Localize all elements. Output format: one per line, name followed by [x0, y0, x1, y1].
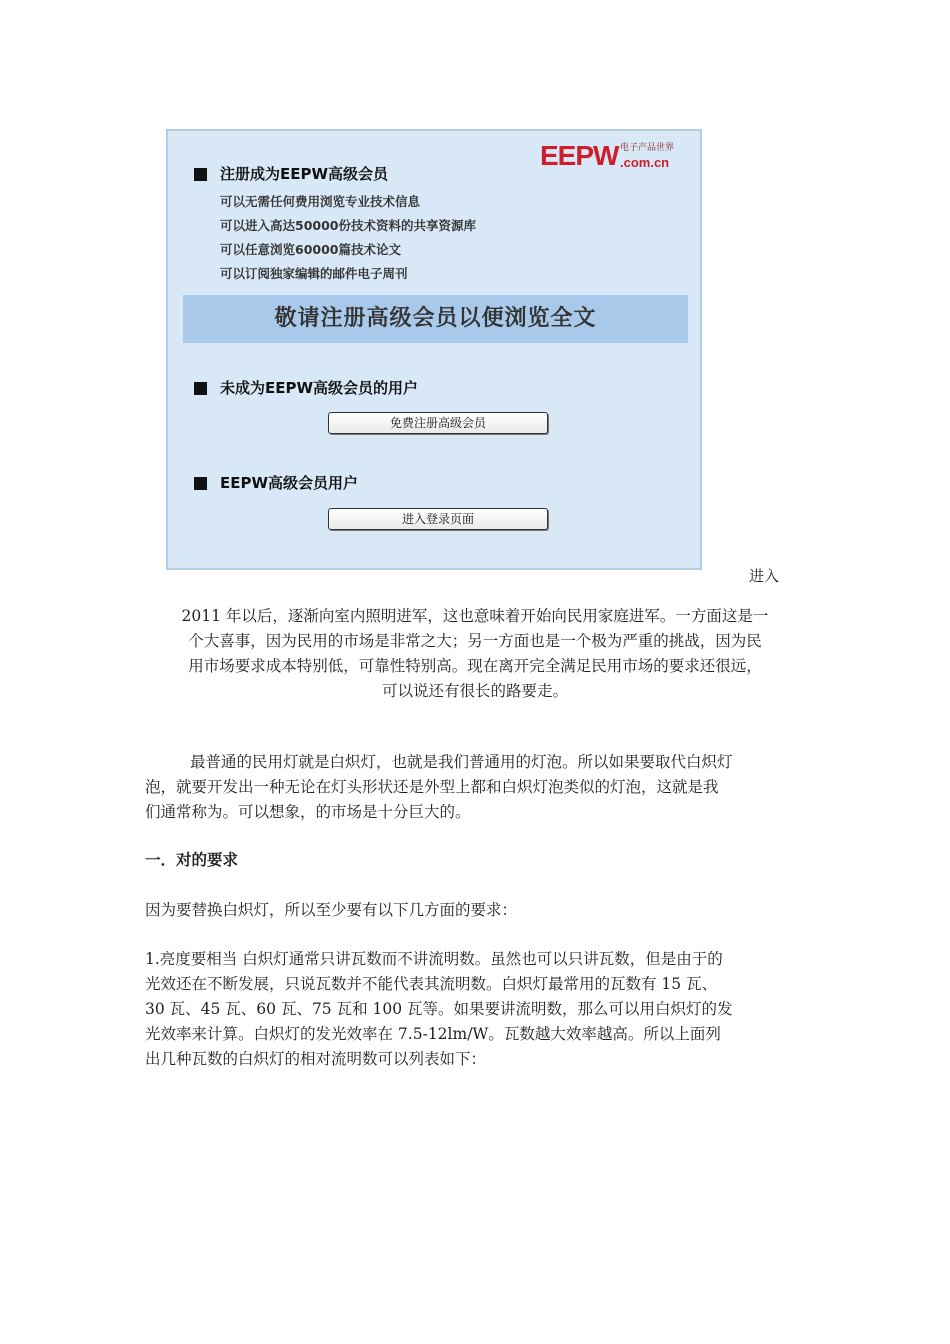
text-line: 出几种瓦数的白炽灯的相对流明数可以列表如下：: [145, 1050, 487, 1068]
benefit-item: 可以无需任何费用浏览专业技术信息: [220, 194, 421, 209]
benefit-item: 可以进入高达50000份技术资料的共享资源库: [220, 218, 476, 233]
text-line: 可以说还有很长的路要走。: [381, 682, 568, 700]
text-line: 泡，就要开发出一种无论在灯头形状还是外型上都和白炽灯泡类似的灯泡，这就是我: [145, 778, 719, 796]
text-line: 用市场要求成本特别低，可靠性特别高。现在离开完全满足民用市场的要求还很远，: [188, 657, 762, 675]
benefit-item: 可以任意浏览60000篇技术论文: [220, 242, 401, 257]
section-member-title: EEPW高级会员用户: [220, 474, 359, 492]
logo-domain: .com.cn: [620, 155, 670, 170]
text-line: 个大喜事，因为民用的市场是非常之大；另一方面也是一个极为严重的挑战，因为民: [188, 632, 762, 650]
paragraph-incandescent: [145, 750, 733, 825]
text-line: 光效还在不断发展，只说瓦数并不能代表其流明数。白炽灯最常用的瓦数有 15 瓦、: [145, 975, 718, 993]
section-register-title: 注册成为EEPW高级会员: [220, 165, 389, 183]
login-button[interactable]: 进入登录页面: [328, 508, 548, 530]
section-nonmember-title: 未成为EEPW高级会员的用户: [220, 379, 419, 397]
paragraph-requirements-intro: 因为要替换白炽灯，所以至少要有以下几方面的要求：: [145, 901, 518, 919]
text-line: 最普通的民用灯就是白炽灯，也就是我们普通用的灯泡。所以如果要取代白炽灯: [190, 753, 733, 771]
logo-main: EEPW: [540, 140, 619, 171]
eepw-logo: [540, 141, 686, 173]
text-line: 2011 年以后，逐渐向室内照明进军，这也意味着开始向民用家庭进军。一方面这是一: [181, 607, 769, 625]
member-promo-panel: [166, 129, 702, 570]
enter-link-text[interactable]: 进入: [749, 567, 780, 585]
text-line: 光效率来计算。白炽灯的发光效率在 7.5-12lm/W。瓦数越大效率越高。所以上面列: [145, 1025, 721, 1043]
text-line: 1.亮度要相当 白炽灯通常只讲瓦数而不讲流明数。虽然也可以只讲瓦数，但是由于的: [145, 950, 723, 968]
square-bullet-icon: [194, 382, 207, 395]
square-bullet-icon: [194, 168, 207, 181]
register-button[interactable]: 免费注册高级会员: [328, 412, 548, 434]
square-bullet-icon: [194, 477, 207, 490]
register-banner: 敬请注册高级会员以便浏览全文: [183, 295, 688, 343]
section-heading: 一．对的要求: [145, 851, 239, 869]
logo-tagline: 电子产品世界: [620, 143, 675, 153]
paragraph-brightness: [145, 947, 733, 1072]
paragraph-intro: [140, 604, 810, 704]
text-line: 们通常称为。可以想象，的市场是十分巨大的。: [145, 803, 471, 821]
text-line: 30 瓦、45 瓦、60 瓦、75 瓦和 100 瓦等。如果要讲流明数，那么可以用白炽灯的发: [145, 1000, 733, 1018]
benefit-item: 可以订阅独家编辑的邮件电子周刊: [220, 266, 408, 281]
